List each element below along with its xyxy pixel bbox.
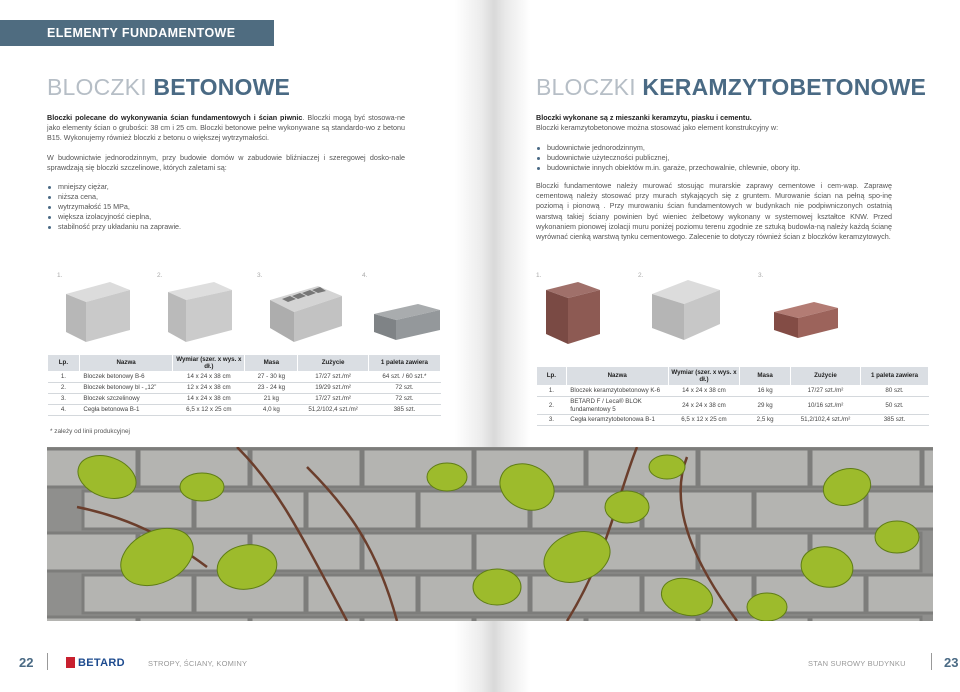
table-cell: 24 x 24 x 38 cm bbox=[668, 397, 740, 415]
table-cell: Cegła keramzytobetonowa B-1 bbox=[566, 415, 668, 426]
table-header: Lp. bbox=[48, 355, 80, 372]
table-cell: 2. bbox=[537, 397, 567, 415]
image-number: 3. bbox=[758, 272, 764, 279]
list-item: budownictwie innych obiektów m.in. garaże, przechowalnie, chlewnie, obory itp. bbox=[536, 163, 892, 173]
list-item: budownictwie jednorodzinnym, bbox=[536, 143, 892, 153]
table-header: 1 paleta zawiera bbox=[861, 367, 929, 386]
concrete-brick-image bbox=[372, 300, 442, 344]
left-bullet-list bbox=[47, 182, 347, 232]
table-cell: 50 szt. bbox=[861, 397, 929, 415]
table-cell: 14 x 24 x 38 cm bbox=[668, 386, 740, 397]
left-paragraph-2: W budownictwie jednorodzinnym, przy budowie domów w zabudowie bliźniaczej i szeregowej dosko-nale sprawdzają się bloczki szczelinowe, których zaletami są: bbox=[47, 153, 405, 173]
table-header: Nazwa bbox=[79, 355, 172, 372]
table-cell: 385 szt. bbox=[861, 415, 929, 426]
image-number: 4. bbox=[362, 272, 368, 279]
right-title-light: BLOCZKI bbox=[536, 74, 636, 100]
table-cell: 51,2/102,4 szt./m² bbox=[790, 415, 860, 426]
table-cell: 12 x 24 x 38 cm bbox=[173, 383, 245, 394]
brick-wall-ivy-photo bbox=[47, 447, 933, 621]
table-row bbox=[537, 386, 929, 397]
keramzyt-block-image bbox=[542, 280, 604, 346]
table-header: Zużycie bbox=[298, 355, 369, 372]
table-cell: 10/16 szt./m² bbox=[790, 397, 860, 415]
table-row bbox=[48, 405, 441, 416]
table-cell: 64 szt. / 60 szt.* bbox=[368, 372, 440, 383]
image-number: 3. bbox=[257, 272, 263, 279]
section-header bbox=[0, 20, 274, 46]
left-title-light: BLOCZKI bbox=[47, 74, 147, 100]
section-header-label: ELEMENTY FUNDAMENTOWE bbox=[47, 26, 236, 40]
list-item: stabilność przy układaniu na zaprawie. bbox=[47, 222, 347, 232]
table-cell: 14 x 24 x 38 cm bbox=[173, 372, 245, 383]
image-number: 2. bbox=[638, 272, 644, 279]
table-cell: 27 - 30 kg bbox=[245, 372, 298, 383]
footnote: * zależy od linii produkcyjnej bbox=[50, 428, 130, 435]
table-cell: 6,5 x 12 x 25 cm bbox=[668, 415, 740, 426]
table-cell: Bloczek szczelinowy bbox=[79, 394, 172, 405]
leca-block-image bbox=[648, 278, 724, 344]
footer-divider bbox=[931, 653, 932, 670]
table-header: Wymiar (szer. x wys. x dł.) bbox=[173, 355, 245, 372]
table-cell: Bloczek betonowy B-6 bbox=[79, 372, 172, 383]
table-cell: 29 kg bbox=[740, 397, 791, 415]
table-row bbox=[48, 372, 441, 383]
list-item: niższa cena, bbox=[47, 192, 347, 202]
table-header: Masa bbox=[245, 355, 298, 372]
right-bullet-list bbox=[536, 143, 892, 173]
footer-section-left: STROPY, ŚCIANY, KOMINY bbox=[148, 659, 248, 668]
image-number: 2. bbox=[157, 272, 163, 279]
left-intro-bold: Bloczki polecane do wykonywania ścian fundamentowych i ścian piwnic bbox=[47, 113, 303, 122]
right-intro-bold: Bloczki wykonane są z mieszanki keramzytu, piasku i cementu. bbox=[536, 113, 752, 122]
table-cell: 16 kg bbox=[740, 386, 791, 397]
table-cell: 17/27 szt./m² bbox=[298, 372, 369, 383]
right-spec-table bbox=[536, 366, 929, 426]
table-cell: 4. bbox=[48, 405, 80, 416]
list-item: budownictwie użyteczności publicznej, bbox=[536, 153, 892, 163]
page-number-left: 22 bbox=[19, 655, 34, 670]
table-cell: Bloczek betonowy bl - „12” bbox=[79, 383, 172, 394]
right-intro-paragraph bbox=[536, 113, 892, 133]
image-number: 1. bbox=[536, 272, 542, 279]
right-intro-line2: Bloczki keramzytobetonowe można stosować jako element konstrukcyjny w: bbox=[536, 123, 779, 133]
right-paragraph-2: Bloczki fundamentowe należy murować stosując murarskie zaprawy cementowe i cem-wap. Zaprawę cementową należy stosować przy murach stykających się z gruntem. Murowanie ścian na pełną spo-inę poziomą i pionową . Przy murowaniu ścian fundamentowych w budynkach nie podpiwniczonych ostatnią warstwą takiej ściany powinien być wieniec żelbetowy wykonany w systemowej kształtce KNW. Przed wykonaniem pionowej izolacji muru poniżej poziomu terenu zgodnie ze sztuką budowla-ną należy każdą ścianę wyrównać cienką warstwą tynku cementowego. Zalecenie to dotyczy również ścian z bloczków keramzytowych. bbox=[536, 181, 892, 242]
concrete-block-image bbox=[162, 280, 234, 344]
image-number: 1. bbox=[57, 272, 63, 279]
table-header: Lp. bbox=[537, 367, 567, 386]
left-intro-paragraph bbox=[47, 113, 405, 144]
table-header: 1 paleta zawiera bbox=[368, 355, 440, 372]
table-cell: 72 szt. bbox=[368, 383, 440, 394]
left-spec-table bbox=[47, 354, 441, 416]
table-cell: 51,2/102,4 szt./m² bbox=[298, 405, 369, 416]
table-header: Wymiar (szer. x wys. x dł.) bbox=[668, 367, 740, 386]
concrete-block-image bbox=[60, 280, 132, 344]
list-item: mniejszy ciężar, bbox=[47, 182, 347, 192]
footer-divider bbox=[47, 653, 48, 670]
table-cell: 1. bbox=[48, 372, 80, 383]
table-row bbox=[537, 415, 929, 426]
table-cell: 4,0 kg bbox=[245, 405, 298, 416]
table-row bbox=[48, 394, 441, 405]
table-cell: 17/27 szt./m² bbox=[790, 386, 860, 397]
table-header: Zużycie bbox=[790, 367, 860, 386]
table-cell: Bloczek keramzytobetonowy K-6 bbox=[566, 386, 668, 397]
left-page-title bbox=[47, 74, 290, 101]
table-cell: 72 szt. bbox=[368, 394, 440, 405]
table-cell: 1. bbox=[537, 386, 567, 397]
left-title-bold: BETONOWE bbox=[153, 74, 291, 100]
table-cell: 14 x 24 x 38 cm bbox=[173, 394, 245, 405]
table-cell: 80 szt. bbox=[861, 386, 929, 397]
table-cell: 21 kg bbox=[245, 394, 298, 405]
table-cell: 385 szt. bbox=[368, 405, 440, 416]
betard-logo-icon bbox=[66, 657, 75, 668]
table-header: Masa bbox=[740, 367, 791, 386]
table-row bbox=[537, 397, 929, 415]
right-title-bold: KERAMZYTOBETONOWE bbox=[642, 74, 927, 100]
table-cell: 23 - 24 kg bbox=[245, 383, 298, 394]
table-cell: Cegła betonowa B-1 bbox=[79, 405, 172, 416]
hollow-block-image bbox=[268, 284, 344, 344]
table-cell: BETARD F / Leca® BLOK fundamentowy 5 bbox=[566, 397, 668, 415]
right-page-title bbox=[536, 74, 926, 101]
list-item: większa izolacyjność cieplna, bbox=[47, 212, 347, 222]
page-number-right: 23 bbox=[944, 655, 959, 670]
table-cell: 3. bbox=[48, 394, 80, 405]
table-cell: 17/27 szt./m² bbox=[298, 394, 369, 405]
table-cell: 3. bbox=[537, 415, 567, 426]
table-cell: 2. bbox=[48, 383, 80, 394]
brand-name: BETARD bbox=[78, 657, 125, 669]
left-intro-rest: . Bloczki mogą być stosowa-ne jako elementy ścian o grubości: 38 cm i 25 cm. Bloczki betonowe pełne wykonywane są standardo-wo z betonu B15. Wykonujemy również bloczki z betonu o większej wytrzymałości. bbox=[47, 113, 406, 143]
table-row bbox=[48, 383, 441, 394]
table-header: Nazwa bbox=[566, 367, 668, 386]
list-item: wytrzymałość 15 MPa, bbox=[47, 202, 347, 212]
footer-section-right: STAN SUROWY BUDYNKU bbox=[808, 659, 906, 668]
table-cell: 19/29 szt./m² bbox=[298, 383, 369, 394]
keramzyt-brick-image bbox=[772, 300, 840, 342]
table-cell: 2,5 kg bbox=[740, 415, 791, 426]
table-cell: 6,5 x 12 x 25 cm bbox=[173, 405, 245, 416]
